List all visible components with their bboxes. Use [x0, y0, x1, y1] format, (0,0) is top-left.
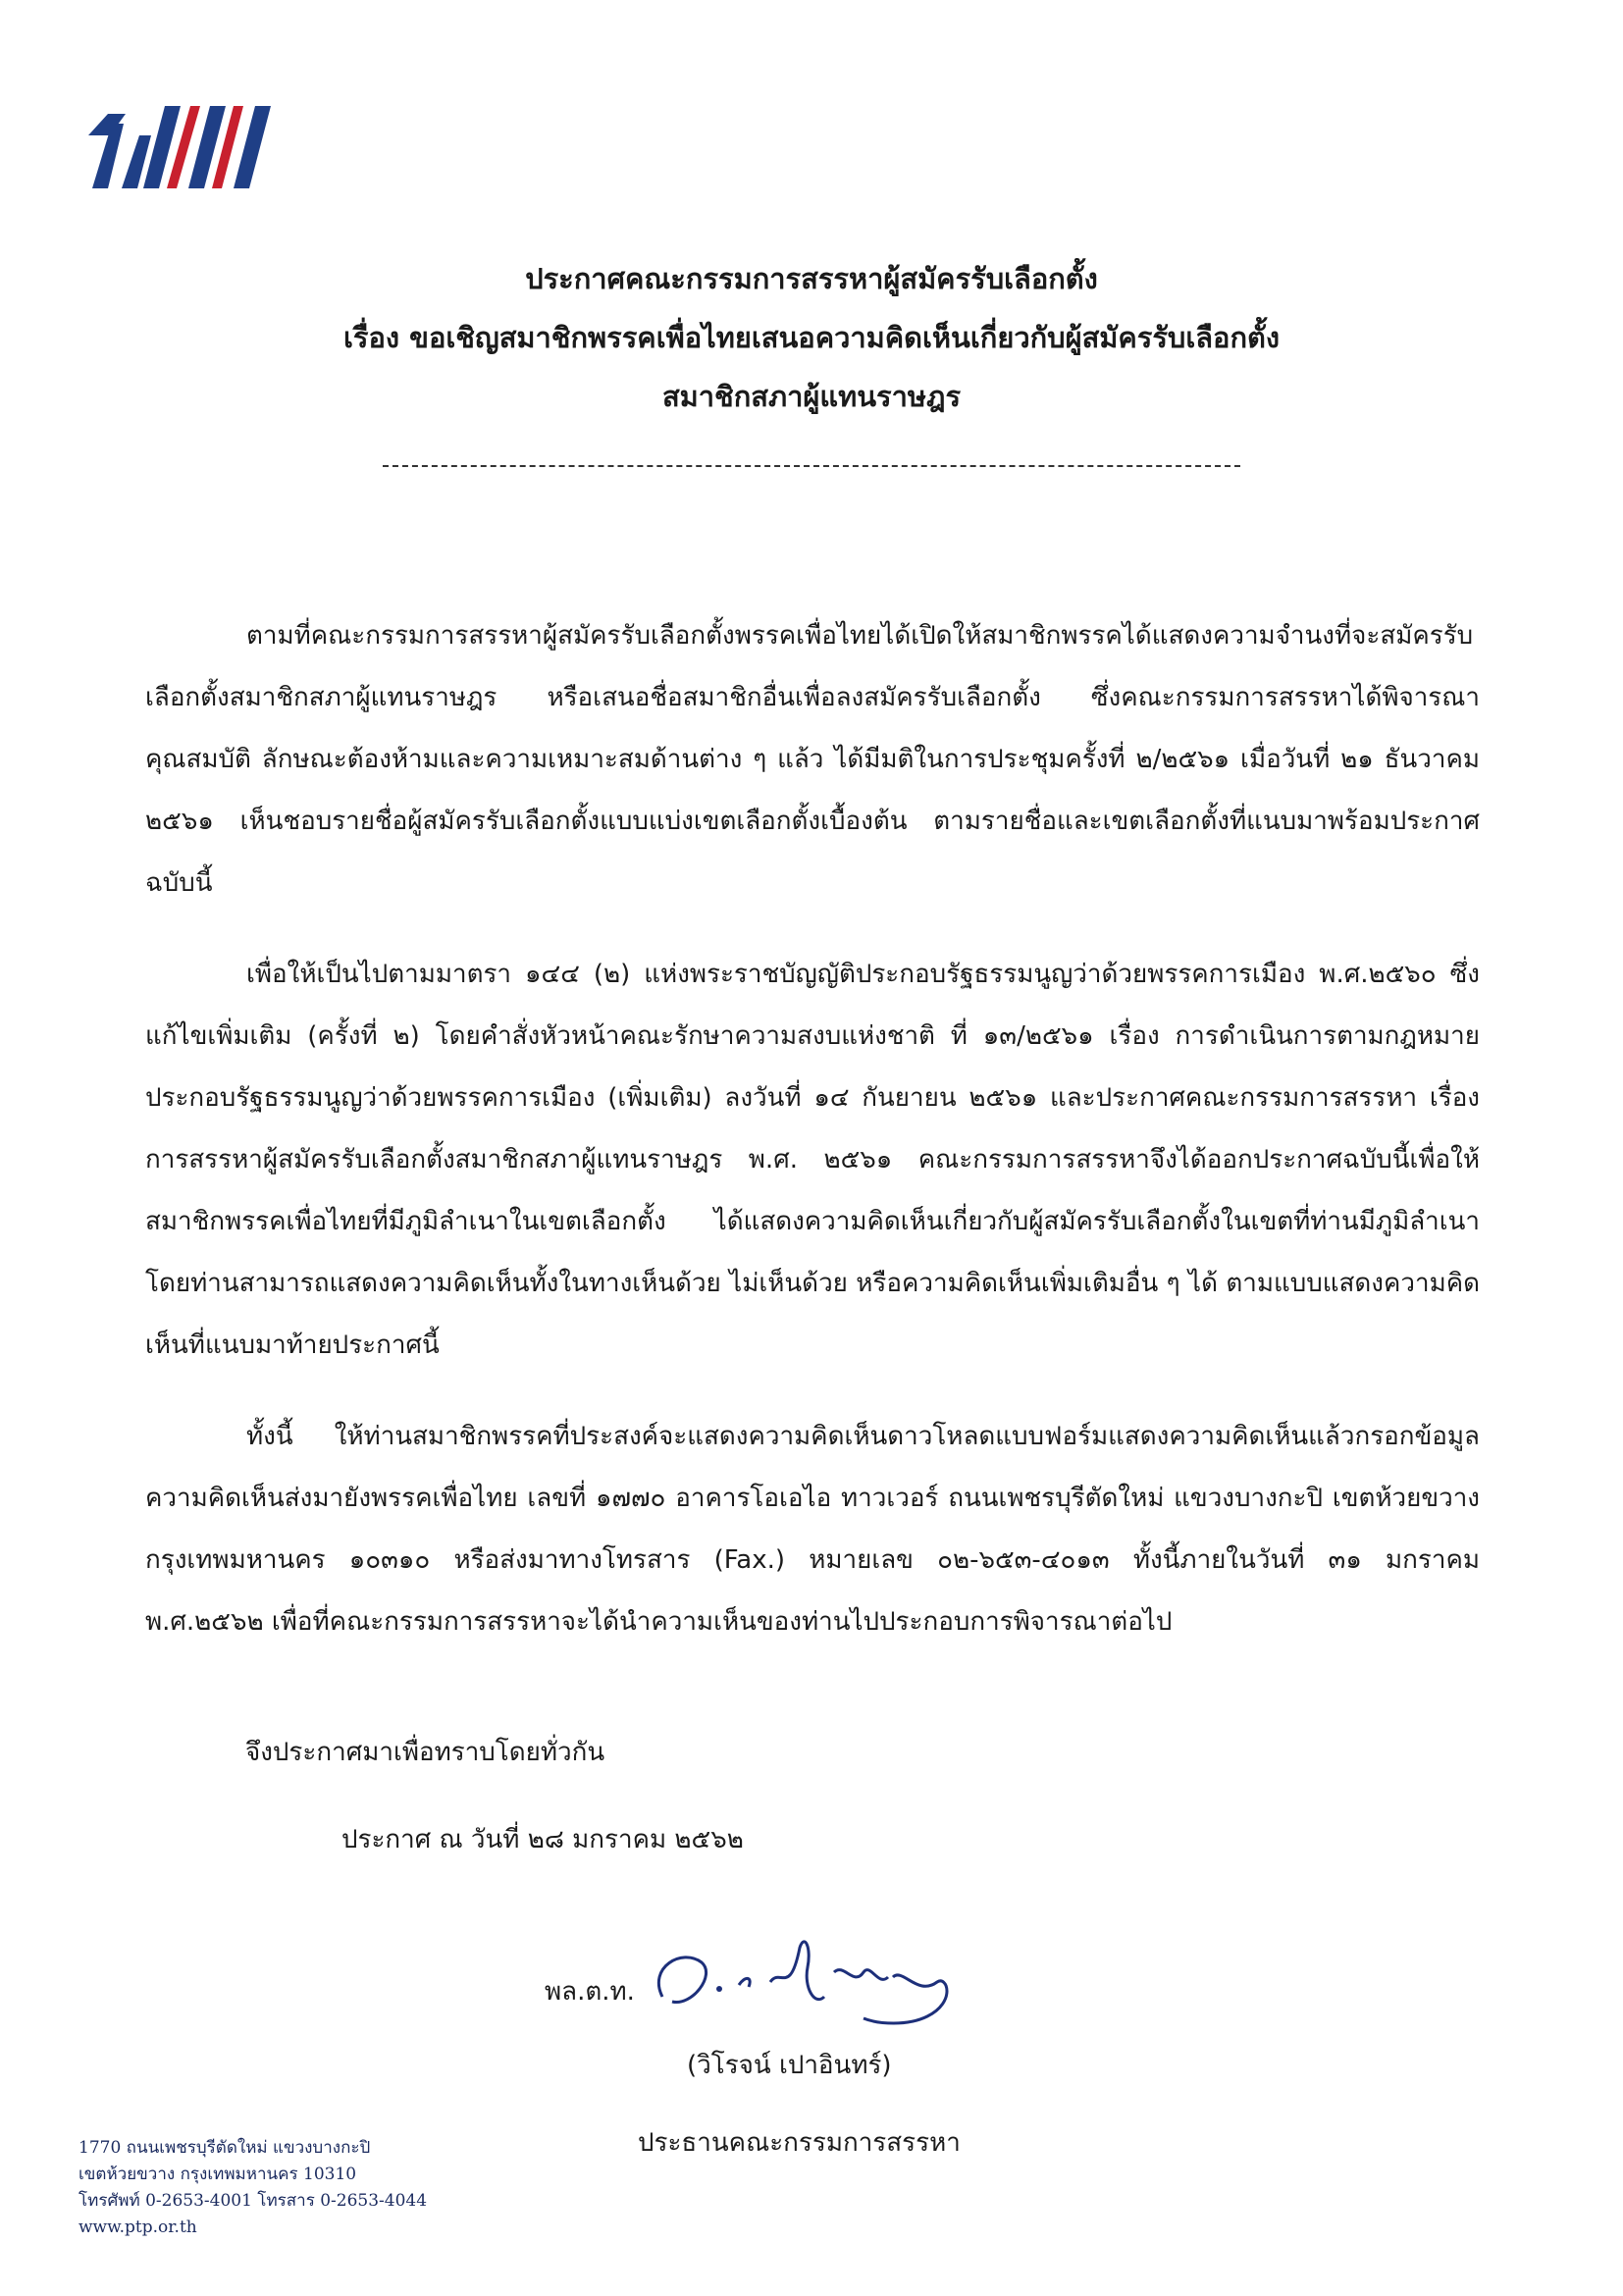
- header-title: ประกาศคณะกรรมการสรรหาผู้สมัครรับเลือกตั้ง: [525, 262, 1098, 295]
- footer-phone-fax: โทรศัพท์ 0-2653-4001 โทรสาร 0-2653-4044: [79, 2191, 428, 2211]
- handwritten-signature: [643, 1928, 976, 2046]
- signatory-name: (วิโรจน์ เปาอินทร์): [687, 2051, 892, 2080]
- closing-statement: จึงประกาศมาเพื่อทราบโดยทั่วกัน: [245, 1738, 605, 1767]
- body-paragraph-1: ตามที่คณะกรรมการสรรหาผู้สมัครรับเลือกตั้งพรรคเพื่อไทยได้เปิดให้สมาชิกพรรคได้แสดงความจำนงที่จะสมัครรับเลือกตั้งสมาชิกสภาผู้แทนราษฎร หรือเสนอชื่อสมาชิกอื่นเพื่อลงสมัครรับเลือกตั้ง ซึ่งคณะกรรมการสรรหาได้พิจารณาคุณสมบัติ ลักษณะต้องห้ามและความเหมาะสมด้านต่าง ๆ แล้ว ได้มีมติในการประชุมครั้งที่ ๒/๒๕๖๑ เมื่อวันที่ ๒๑ ธันวาคม ๒๕๖๑ เห็นชอบรายชื่อผู้สมัครรับเลือกตั้งแบบแบ่งเขตเลือกตั้งเบื้องต้น ตามรายชื่อและเขตเลือกตั้งที่แนบมาพร้อมประกาศฉบับนี้: [145, 621, 1480, 898]
- party-logo: [86, 106, 273, 188]
- announcement-header: [177, 249, 1446, 426]
- signatory-title: ประธานคณะกรรมการสรรหา: [638, 2128, 961, 2158]
- footer-address-line2: เขตห้วยขวาง กรุงเทพมหานคร 10310: [79, 2165, 357, 2184]
- signatory-rank: พล.ต.ท.: [545, 1977, 635, 2007]
- footer-address-line1: 1770 ถนนเพชรบุรีตัดใหม่ แขวงบางกะปิ: [79, 2138, 371, 2158]
- body-paragraph-3: ทั้งนี้ ให้ท่านสมาชิกพรรคที่ประสงค์จะแสดงความคิดเห็นดาวโหลดแบบฟอร์มแสดงความคิดเห็นแล้วกรอกข้อมูลความคิดเห็นส่งมายังพรรคเพื่อไทย เลขที่ ๑๗๗๐ อาคารโอเอไอ ทาวเวอร์ ถนนเพชรบุรีตัดใหม่ แขวงบางกะปิ เขตห้วยขวาง กรุงเทพมหานคร ๑๐๓๑๐ หรือส่งมาทางโทรสาร (Fax.) หมายเลข ๐๒-๖๕๓-๔๐๑๓ ทั้งนี้ภายในวันที่ ๓๑ มกราคม พ.ศ.๒๕๖๒ เพื่อที่คณะกรรมการสรรหาจะได้นำความเห็นของท่านไปประกอบการพิจารณาต่อไป: [145, 1422, 1480, 1637]
- header-subject-cont: สมาชิกสภาผู้แทนราษฎร: [661, 380, 962, 413]
- header-subject: เรื่อง ขอเชิญสมาชิกพรรคเพื่อไทยเสนอความคิดเห็นเกี่ยวกับผู้สมัครรับเลือกตั้ง: [342, 321, 1280, 354]
- body-paragraph-2: เพื่อให้เป็นไปตามมาตรา ๑๔๔ (๒) แห่งพระราชบัญญัติประกอบรัฐธรรมนูญว่าด้วยพรรคการเมือง พ.ศ.๒๕๖๐ ซึ่งแก้ไขเพิ่มเติม (ครั้งที่ ๒) โดยคำสั่งหัวหน้าคณะรักษาความสงบแห่งชาติ ที่ ๑๓/๒๕๖๑ เรื่อง การดำเนินการตามกฎหมายประกอบรัฐธรรมนูญว่าด้วยพรรคการเมือง (เพิ่มเติม) ลงวันที่ ๑๔ กันยายน ๒๕๖๑ และประกาศคณะกรรมการสรรหา เรื่อง การสรรหาผู้สมัครรับเลือกตั้งสมาชิกสภาผู้แทนราษฎร พ.ศ. ๒๕๖๑ คณะกรรมการสรรหาจึงได้ออกประกาศฉบับนี้เพื่อให้สมาชิกพรรคเพื่อไทยที่มีภูมิลำเนาในเขตเลือกตั้ง ได้แสดงความคิดเห็นเกี่ยวกับผู้สมัครรับเลือกตั้งในเขตที่ท่านมีภูมิลำเนาโดยท่านสามารถแสดงความคิดเห็นทั้งในทางเห็นด้วย ไม่เห็นด้วย หรือความคิดเห็นเพิ่มเติมอื่น ๆ ได้ ตามแบบแสดงความคิดเห็นที่แนบมาท้ายประกาศนี้: [145, 960, 1480, 1360]
- announcement-date: ประกาศ ณ วันที่ ๒๘ มกราคม ๒๕๖๒: [341, 1825, 744, 1854]
- dashed-divider: [383, 465, 1240, 467]
- footer-website: www.ptp.or.th: [79, 2218, 197, 2237]
- announcement-body: [145, 605, 1480, 1683]
- contact-footer: [79, 2135, 427, 2241]
